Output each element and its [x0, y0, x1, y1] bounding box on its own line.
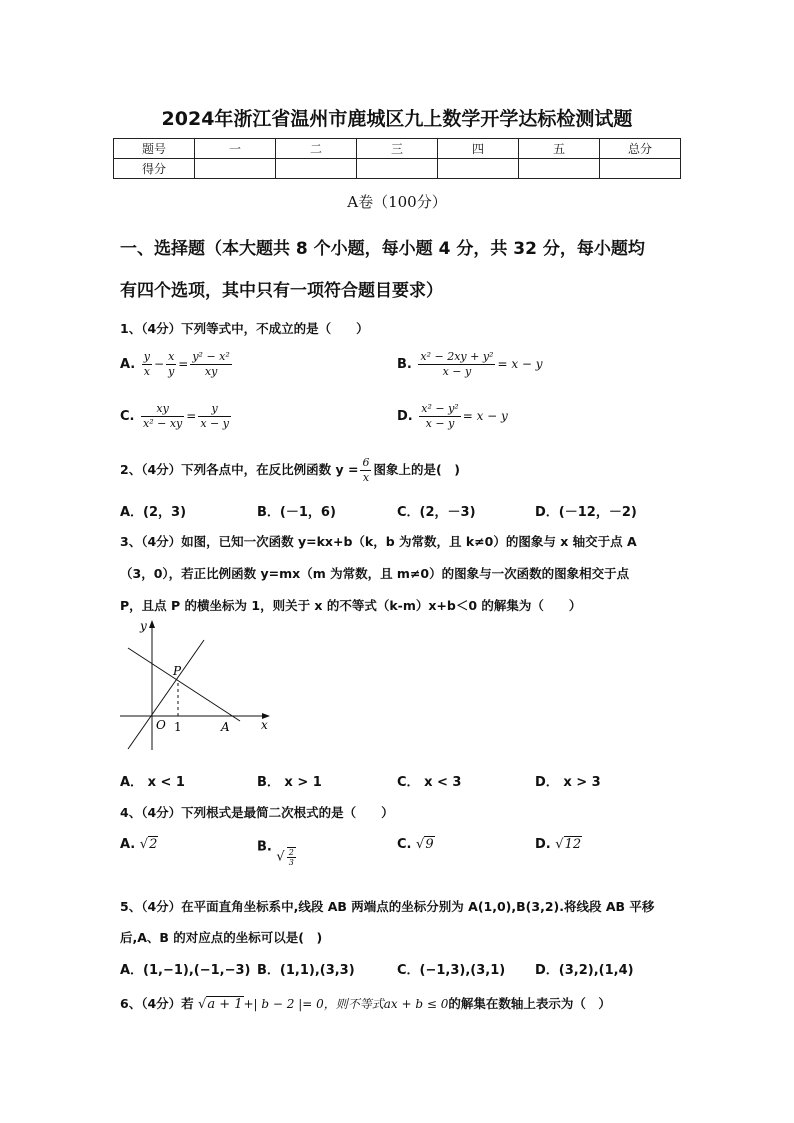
- paper-a-heading: A卷（100分）: [347, 193, 447, 211]
- q2-option-c[interactable]: C．(2，－3): [397, 505, 476, 520]
- score-header-cell: 五: [519, 139, 600, 159]
- radical: √12: [555, 837, 582, 852]
- score-cell[interactable]: [195, 159, 276, 179]
- radical: √a + 1: [198, 997, 243, 1012]
- q2-option-b[interactable]: B．(－1，6): [257, 505, 336, 520]
- q3-option-c[interactable]: C． x < 3: [397, 775, 462, 790]
- section1-heading-line1: 一、选择题（本大题共 8 个小题，每小题 4 分，共 32 分，每小题均: [120, 239, 645, 259]
- q4-option-b[interactable]: [257, 837, 298, 867]
- q5-stem-line1: 5、（4分）在平面直角坐标系中,线段 AB 两端点的坐标分别为 A(1,0),B(3,2).将线段 AB 平移: [120, 899, 655, 914]
- point-p-label: P: [173, 664, 182, 678]
- q1-stem: 1、（4分）下列等式中，不成立的是（ ）: [120, 321, 369, 336]
- q3-stem-line2: （3，0），若正比例函数 y=mx（m 为常数，且 m≠0）的图象与一次函数的图象相交于点: [120, 566, 630, 581]
- score-cell[interactable]: [438, 159, 519, 179]
- fraction: $\frac{\text{x² − 2xy + y²}}{x - y}$: [420, 350, 494, 378]
- score-header-cell: 二: [276, 139, 357, 159]
- origin-label: O: [156, 718, 166, 732]
- exam-title: 2024年浙江省温州市鹿城区九上数学开学达标检测试题: [161, 108, 633, 130]
- fraction: $\frac{y}{x}$: [143, 350, 150, 378]
- q1-option-b[interactable]: B. $\frac{\text{x² − 2xy + y²}}{x - y}$ = x − y: [397, 350, 543, 378]
- tick-label-1: 1: [174, 720, 182, 734]
- score-table-score-row: [114, 159, 681, 179]
- score-table: [113, 138, 681, 179]
- q6-stem: 6、（4分）若 √a + 1+| b − 2 |= 0，则不等式ax + b ≤ 0的解集在数轴上表示为（ ）: [120, 996, 611, 1012]
- q5-option-c[interactable]: C．(−1,3),(3,1): [397, 963, 506, 978]
- option-label: C.: [120, 409, 135, 424]
- q2-option-a[interactable]: A．(2，3): [120, 505, 187, 520]
- line-y-mx: [128, 640, 204, 749]
- option-label: A.: [120, 357, 136, 372]
- q3-option-a[interactable]: A． x < 1: [120, 775, 185, 790]
- q4-stem: 4、（4分）下列根式是最简二次根式的是（ ）: [120, 805, 394, 820]
- score-header-cell: 题号: [114, 139, 195, 159]
- score-cell[interactable]: [357, 159, 438, 179]
- line-y-kx-plus-b: [128, 648, 240, 721]
- q4-option-c[interactable]: [397, 837, 435, 852]
- score-header-cell: 一: [195, 139, 276, 159]
- score-cell[interactable]: [600, 159, 681, 179]
- q3-option-b[interactable]: B． x > 1: [257, 775, 322, 790]
- fraction: $\frac{\text{x² − y²}}{x - y}$: [421, 402, 459, 430]
- q2-option-d[interactable]: D．(－12，－2): [535, 505, 637, 520]
- q3-stem-line3: P，且点 P 的横坐标为 1，则关于 x 的不等式（k-m）x+b＜0 的解集为（ ）: [120, 598, 582, 613]
- score-header-cell: 四: [438, 139, 519, 159]
- q5-stem-line2: 后,A、B 的对应点的坐标可以是( ): [120, 930, 323, 945]
- fraction: $\frac{x}{y}$: [168, 350, 175, 378]
- q1-option-d[interactable]: D. $\frac{\text{x² − y²}}{x - y}$ = x − y: [397, 402, 508, 430]
- radical: √9: [416, 837, 434, 852]
- y-axis-arrow: [149, 620, 155, 628]
- q3-function-graph: [118, 616, 278, 756]
- score-table-header-row: [114, 139, 681, 159]
- point-a-label: A: [221, 720, 230, 734]
- option-label: C.: [397, 837, 412, 852]
- fraction: $\frac{\text{y² − x²}}{xy}$: [192, 350, 230, 378]
- option-label: B.: [257, 839, 272, 855]
- score-cell[interactable]: [276, 159, 357, 179]
- fraction: $\frac{xy}{\text{x² − xy}}$: [143, 402, 183, 430]
- q5-option-d[interactable]: D．(3,2),(1,4): [535, 963, 634, 978]
- score-header-cell: 三: [357, 139, 438, 159]
- q1-option-c[interactable]: C. $\frac{xy}{\text{x² − xy}}$ = $\frac{y}{x - y}$: [120, 402, 229, 430]
- option-label: A.: [120, 837, 136, 852]
- q4-option-a[interactable]: [120, 837, 158, 852]
- score-row-label: 得分: [114, 159, 195, 179]
- section1-heading-line2: 有四个选项，其中只有一项符合题目要求）: [120, 281, 443, 301]
- score-cell[interactable]: [519, 159, 600, 179]
- option-label: D.: [535, 837, 551, 852]
- y-axis-label: y: [140, 619, 147, 633]
- radical: √2: [139, 837, 158, 852]
- q1-option-a[interactable]: A. $\frac{y}{x}$ − $\frac{x}{y}$ = $\frac{\text{y² − x²}}{xy}$: [120, 350, 230, 378]
- radical: √ $\frac{2}{3}$: [276, 848, 294, 867]
- fraction: $\frac{y}{x - y}$: [200, 402, 229, 430]
- q5-option-b[interactable]: B．(1,1),(3,3): [257, 963, 355, 978]
- score-header-cell: 总分: [600, 139, 681, 159]
- x-axis-label: x: [261, 718, 268, 732]
- fraction: $\frac{6}{x}$: [362, 456, 370, 484]
- q2-stem: 2、（4分）下列各点中，在反比例函数 y = $\frac{6}{x}$ 图象上的是( ): [120, 456, 460, 484]
- option-label: D.: [397, 409, 413, 424]
- q5-option-a[interactable]: A．(1,−1),(−1,−3): [120, 963, 251, 978]
- q3-option-d[interactable]: D． x > 3: [535, 775, 601, 790]
- q3-stem-line1: 3、（4分）如图，已知一次函数 y=kx+b（k，b 为常数，且 k≠0）的图象与 x 轴交于点 A: [120, 534, 637, 549]
- q4-option-d[interactable]: [535, 837, 582, 852]
- option-label: B.: [397, 357, 412, 372]
